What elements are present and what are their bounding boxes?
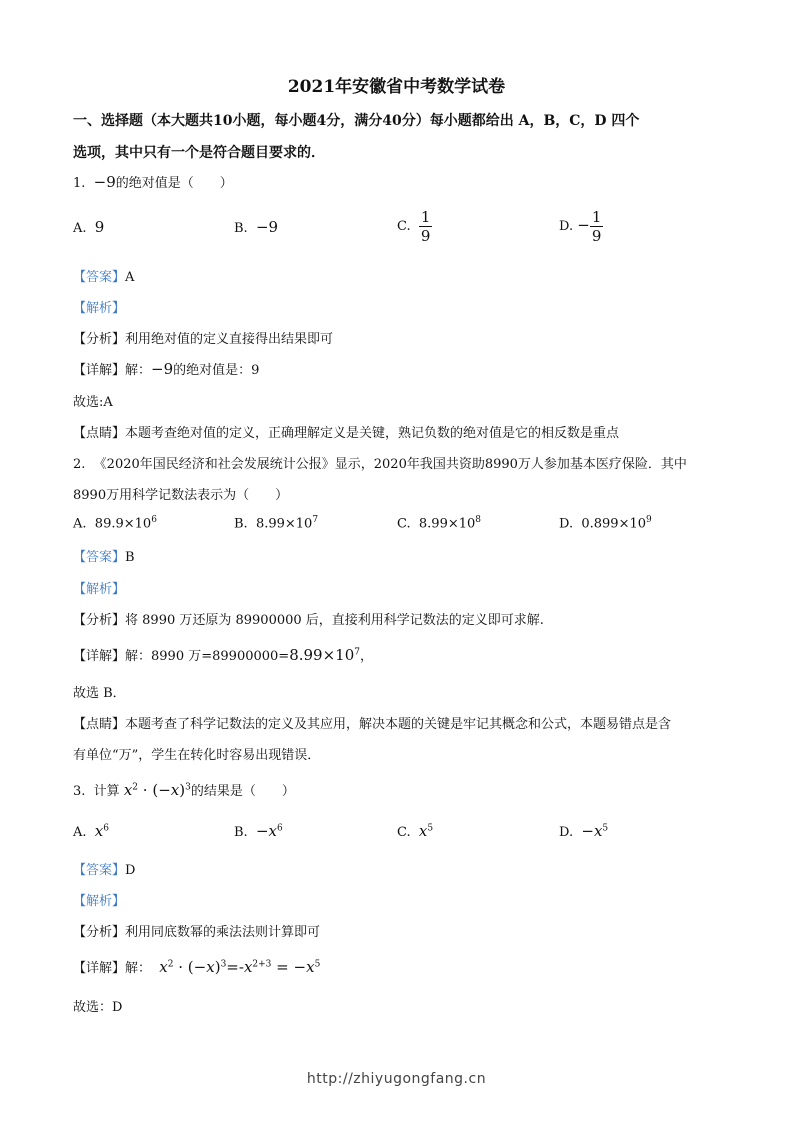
q2-comment-line2: 有单位“万”，学生在转化时容易出现错误．: [73, 748, 321, 763]
q1-choice: 故选:A: [73, 395, 113, 410]
q1-detail: 【详解】解：−9的绝对值是：9: [73, 360, 260, 378]
q2-option-c: C. $8.99\times 10^8$: [397, 515, 482, 532]
q2-detail: 【详解】解：8990 万$=89900000=8.99\times 10^7$，: [73, 646, 373, 664]
q3-option-a: A. $x^6$: [73, 822, 109, 840]
q2-analysis: 【解析】: [73, 582, 126, 597]
section-heading-line2: 选项，其中只有一个是符合题目要求的．: [73, 145, 325, 161]
q1-fenxi: 【分析】利用绝对值的定义直接得出结果即可: [73, 332, 334, 347]
fraction: $\frac{1}{9}$: [591, 208, 602, 245]
q1-option-b: B. −9: [234, 218, 279, 236]
question-3: 3. 计算 $x^2 \cdot (-x)^3$的结果是（ ）: [73, 781, 295, 799]
q2-fenxi: 【分析】将 8990 万还原为 89900000 后，直接利用科学记数法的定义即可求解.: [73, 613, 544, 628]
q2-choice: 故选 B．: [73, 686, 126, 701]
question-number: 1.: [73, 176, 86, 191]
q3-fenxi: 【分析】利用同底数幂的乘法法则计算即可: [73, 925, 321, 940]
question-2-line1: 2. 《2020年国民经济和社会发展统计公报》显示，2020年我国共资助8990万人参加基本医疗保险．其中: [73, 457, 687, 472]
q3-option-b: B. $-x^6$: [234, 822, 283, 840]
question-2-line2: 8990万用科学记数法表示为（ ）: [73, 488, 289, 503]
fraction: $\frac{1}{9}$: [420, 208, 431, 245]
q3-option-d: D. $-x^5$: [559, 822, 609, 840]
q2-answer: 【答案】B: [73, 550, 135, 565]
q3-option-c: C. $x^5$: [397, 822, 434, 840]
q1-analysis: 【解析】: [73, 301, 126, 316]
q1-comment: 【点睛】本题考查绝对值的定义，正确理解定义是关键，熟记负数的绝对值是它的相反数是重点: [73, 426, 620, 441]
footer-url[interactable]: http://zhiyugongfang.cn: [306, 1071, 487, 1087]
q1-answer: 【答案】A: [73, 270, 135, 285]
q2-option-b: B. $8.99\times 10^7$: [234, 515, 319, 532]
q2-option-d: D. $0.899\times 10^9$: [559, 515, 652, 532]
q2-option-a: A. $89.9\times 10^6$: [73, 515, 157, 532]
q1-option-a: A. 9: [73, 218, 105, 236]
page-title: 2021年安徽省中考数学试卷: [287, 77, 506, 97]
q3-analysis: 【解析】: [73, 894, 126, 909]
q1-option-d: D. − $\frac{1}{9}$: [559, 208, 602, 245]
question-1: [73, 172, 233, 191]
q3-detail: 【详解】解： $x^2 \cdot (-x)^3=-x^{2+3} = -x^5$: [73, 958, 321, 976]
question-stem: 的绝对值是（ ）: [115, 176, 233, 191]
q3-answer: 【答案】D: [73, 863, 136, 878]
question-math: −9: [93, 173, 116, 191]
q3-choice: 故选：D: [73, 1000, 123, 1015]
section-heading-line1: 一、选择题（本大题共10小题，每小题4分，满分40分）每小题都给出 A，B，C，D 四个: [73, 113, 640, 129]
q1-option-c: C. $\frac{1}{9}$: [397, 208, 431, 245]
q2-comment-line1: 【点睛】本题考查了科学记数法的定义及其应用，解决本题的关键是牢记其概念和公式，本题易错点是含: [73, 717, 672, 732]
